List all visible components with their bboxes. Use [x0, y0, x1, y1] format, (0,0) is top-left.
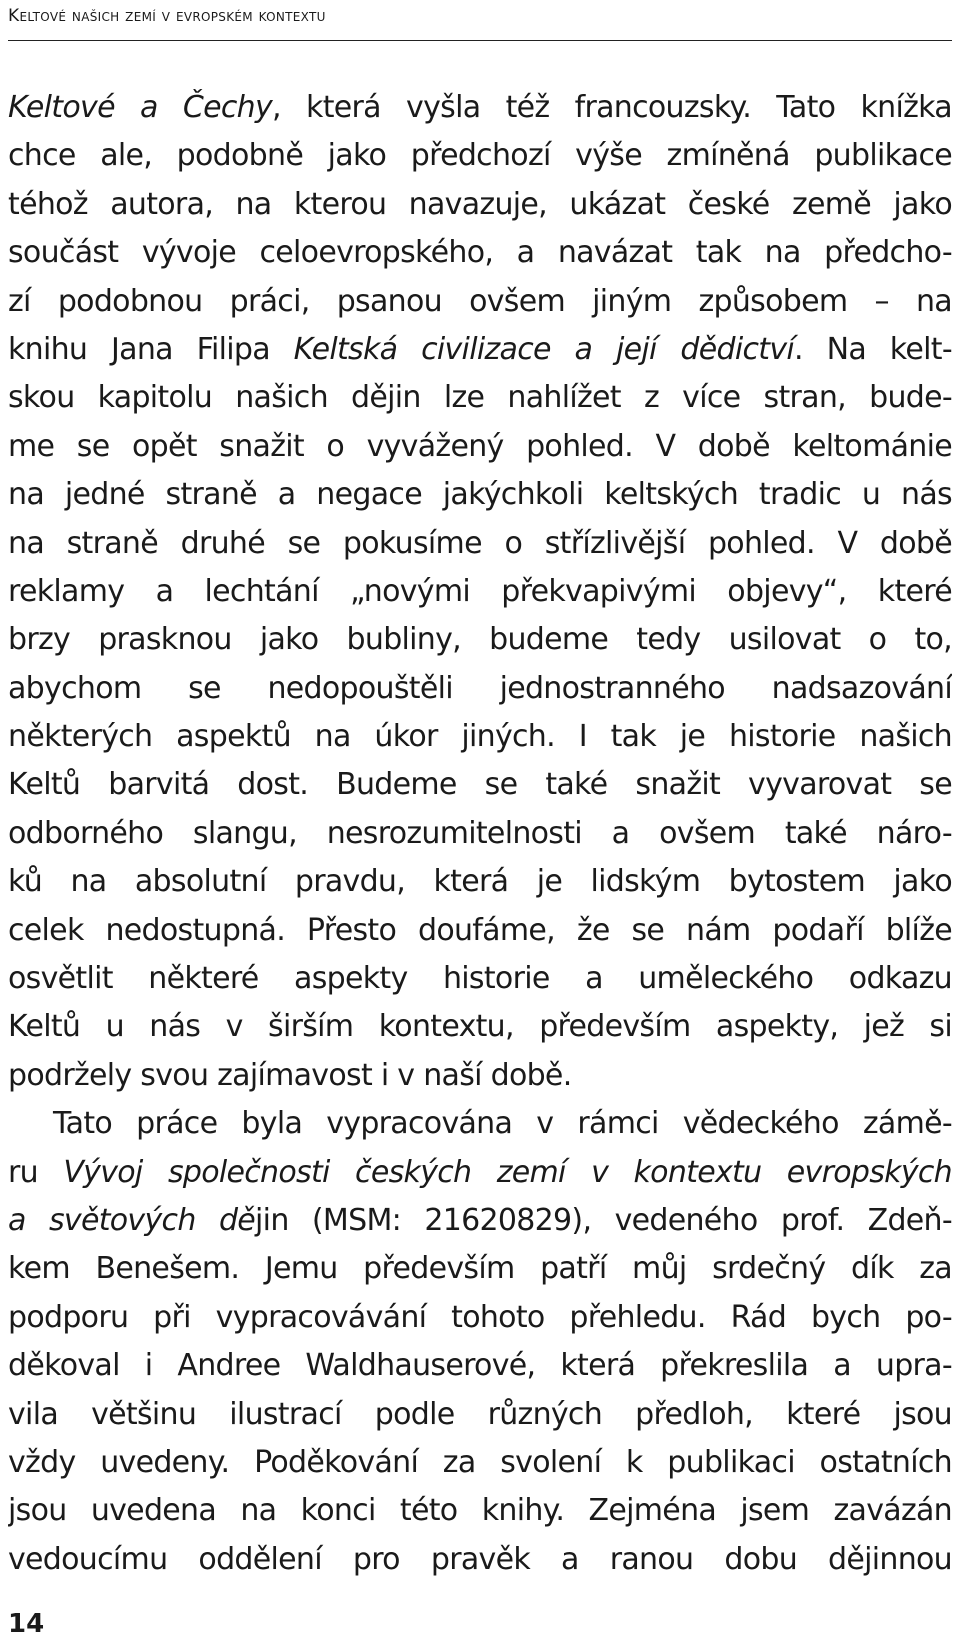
text-line — [8, 423, 952, 471]
text-run: vila většinu ilustrací podle různých předloh, které jsou — [8, 1396, 952, 1432]
text-run: Keltů u nás v širším kontextu, především aspekty, jež si — [8, 1009, 952, 1045]
text-line — [8, 374, 952, 422]
text-run: podporu při vypracovávání tohoto přehledu. Rád bych po- — [8, 1299, 952, 1335]
text-line — [8, 568, 952, 616]
text-run: chce ale, podobně jako předchozí výše zmíněná publikace — [8, 138, 952, 174]
italic-run: Keltové a Čechy — [8, 90, 273, 125]
text-run: děkoval i Andree Waldhauserové, která překreslila a upra- — [8, 1348, 952, 1384]
text-line — [8, 1197, 952, 1245]
italic-run: Keltská civilizace a její dědictví — [293, 331, 795, 367]
text-line — [8, 278, 952, 326]
text-run: . Na kelt- — [794, 331, 952, 367]
text-run: součást vývoje celoevropského, a navázat tak na předcho- — [8, 235, 952, 271]
text-run: odborného slangu, nesrozumitelnosti a ovšem také náro- — [8, 815, 952, 851]
text-run: skou kapitolu našich dějin lze nahlížet z více stran, bude- — [8, 380, 952, 416]
header-rule — [8, 40, 952, 41]
text-line — [8, 1536, 952, 1584]
text-run: knihu Jana Filipa — [8, 331, 294, 367]
text-line — [8, 132, 952, 180]
text-run: , která vyšla též francouzsky. Tato knížka — [272, 90, 952, 125]
text-run: některých aspektů na úkor jiných. I tak je historie našich — [8, 719, 952, 755]
text-run: na straně druhé se pokusíme o střízlivější pohled. V době — [8, 525, 952, 561]
text-run: vždy uvedeny. Poděkování za svolení k publikaci ostatních — [8, 1444, 952, 1480]
text-line — [8, 181, 952, 229]
running-head: Keltové našich zemí v evropském kontextu — [8, 6, 326, 26]
text-line — [8, 858, 952, 906]
text-run: téhož autora, na kterou navazuje, ukázat české země jako — [8, 186, 952, 222]
text-line — [8, 1100, 952, 1148]
text-run: jsou uvedena na konci této knihy. Zejména jsem zavázán — [8, 1493, 952, 1529]
text-line — [8, 713, 952, 761]
text-run: brzy prasknou jako bubliny, budeme tedy usilovat o to, — [8, 622, 952, 658]
text-run: celek nedostupná. Přesto doufáme, že se nám podaří blíže — [8, 912, 952, 948]
text-line — [8, 761, 952, 809]
text-run: osvětlit některé aspekty historie a uměleckého odkazu — [8, 961, 952, 997]
text-line — [8, 616, 952, 664]
text-line — [8, 1487, 952, 1535]
text-run: kem Benešem. Jemu především patří můj srdečný dík za — [8, 1251, 952, 1287]
text-line — [8, 84, 952, 132]
text-line — [8, 1003, 952, 1051]
text-run: Keltů barvitá dost. Budeme se také snažit vyvarovat se — [8, 767, 952, 803]
text-line — [8, 810, 952, 858]
text-line — [8, 471, 952, 519]
text-line — [8, 1391, 952, 1439]
text-run: reklamy a lechtání „novými překvapivými objevy“, které — [8, 573, 952, 609]
text-line — [8, 1052, 952, 1100]
text-run: ků na absolutní pravdu, která je lidským bytostem jako — [8, 864, 952, 900]
text-line — [8, 907, 952, 955]
text-line — [8, 229, 952, 277]
text-line — [8, 1245, 952, 1293]
italic-run: Vývoj společnosti českých zemí v kontextu evropských — [63, 1154, 952, 1190]
text-run: abychom se nedopouštěli jednostranného nadsazování — [8, 670, 952, 706]
text-run: podržely svou zajímavost i v naší době. — [8, 1057, 572, 1093]
text-line — [8, 1342, 952, 1390]
text-run: ru — [8, 1154, 64, 1190]
italic-run: a světových dě — [8, 1202, 256, 1238]
text-line — [8, 520, 952, 568]
text-line — [8, 326, 952, 374]
text-run: me se opět snažit o vyvážený pohled. V době keltománie — [8, 428, 952, 464]
text-line — [8, 1294, 952, 1342]
text-line — [8, 1149, 952, 1197]
text-run: jin (MSM: 21620829), vedeného prof. Zdeň- — [255, 1202, 952, 1238]
page-number: 14 — [8, 1609, 45, 1639]
text-run: Tato práce byla vypracována v rámci vědeckého zámě- — [53, 1106, 952, 1142]
text-run: vedoucímu oddělení pro pravěk a ranou dobu dějinnou — [8, 1541, 952, 1577]
text-line — [8, 1439, 952, 1487]
text-run: zí podobnou práci, psanou ovšem jiným způsobem – na — [8, 283, 952, 319]
text-run: na jedné straně a negace jakýchkoli keltských tradic u nás — [8, 477, 952, 513]
text-line — [8, 955, 952, 1003]
text-line — [8, 665, 952, 713]
body-text — [8, 84, 952, 1584]
